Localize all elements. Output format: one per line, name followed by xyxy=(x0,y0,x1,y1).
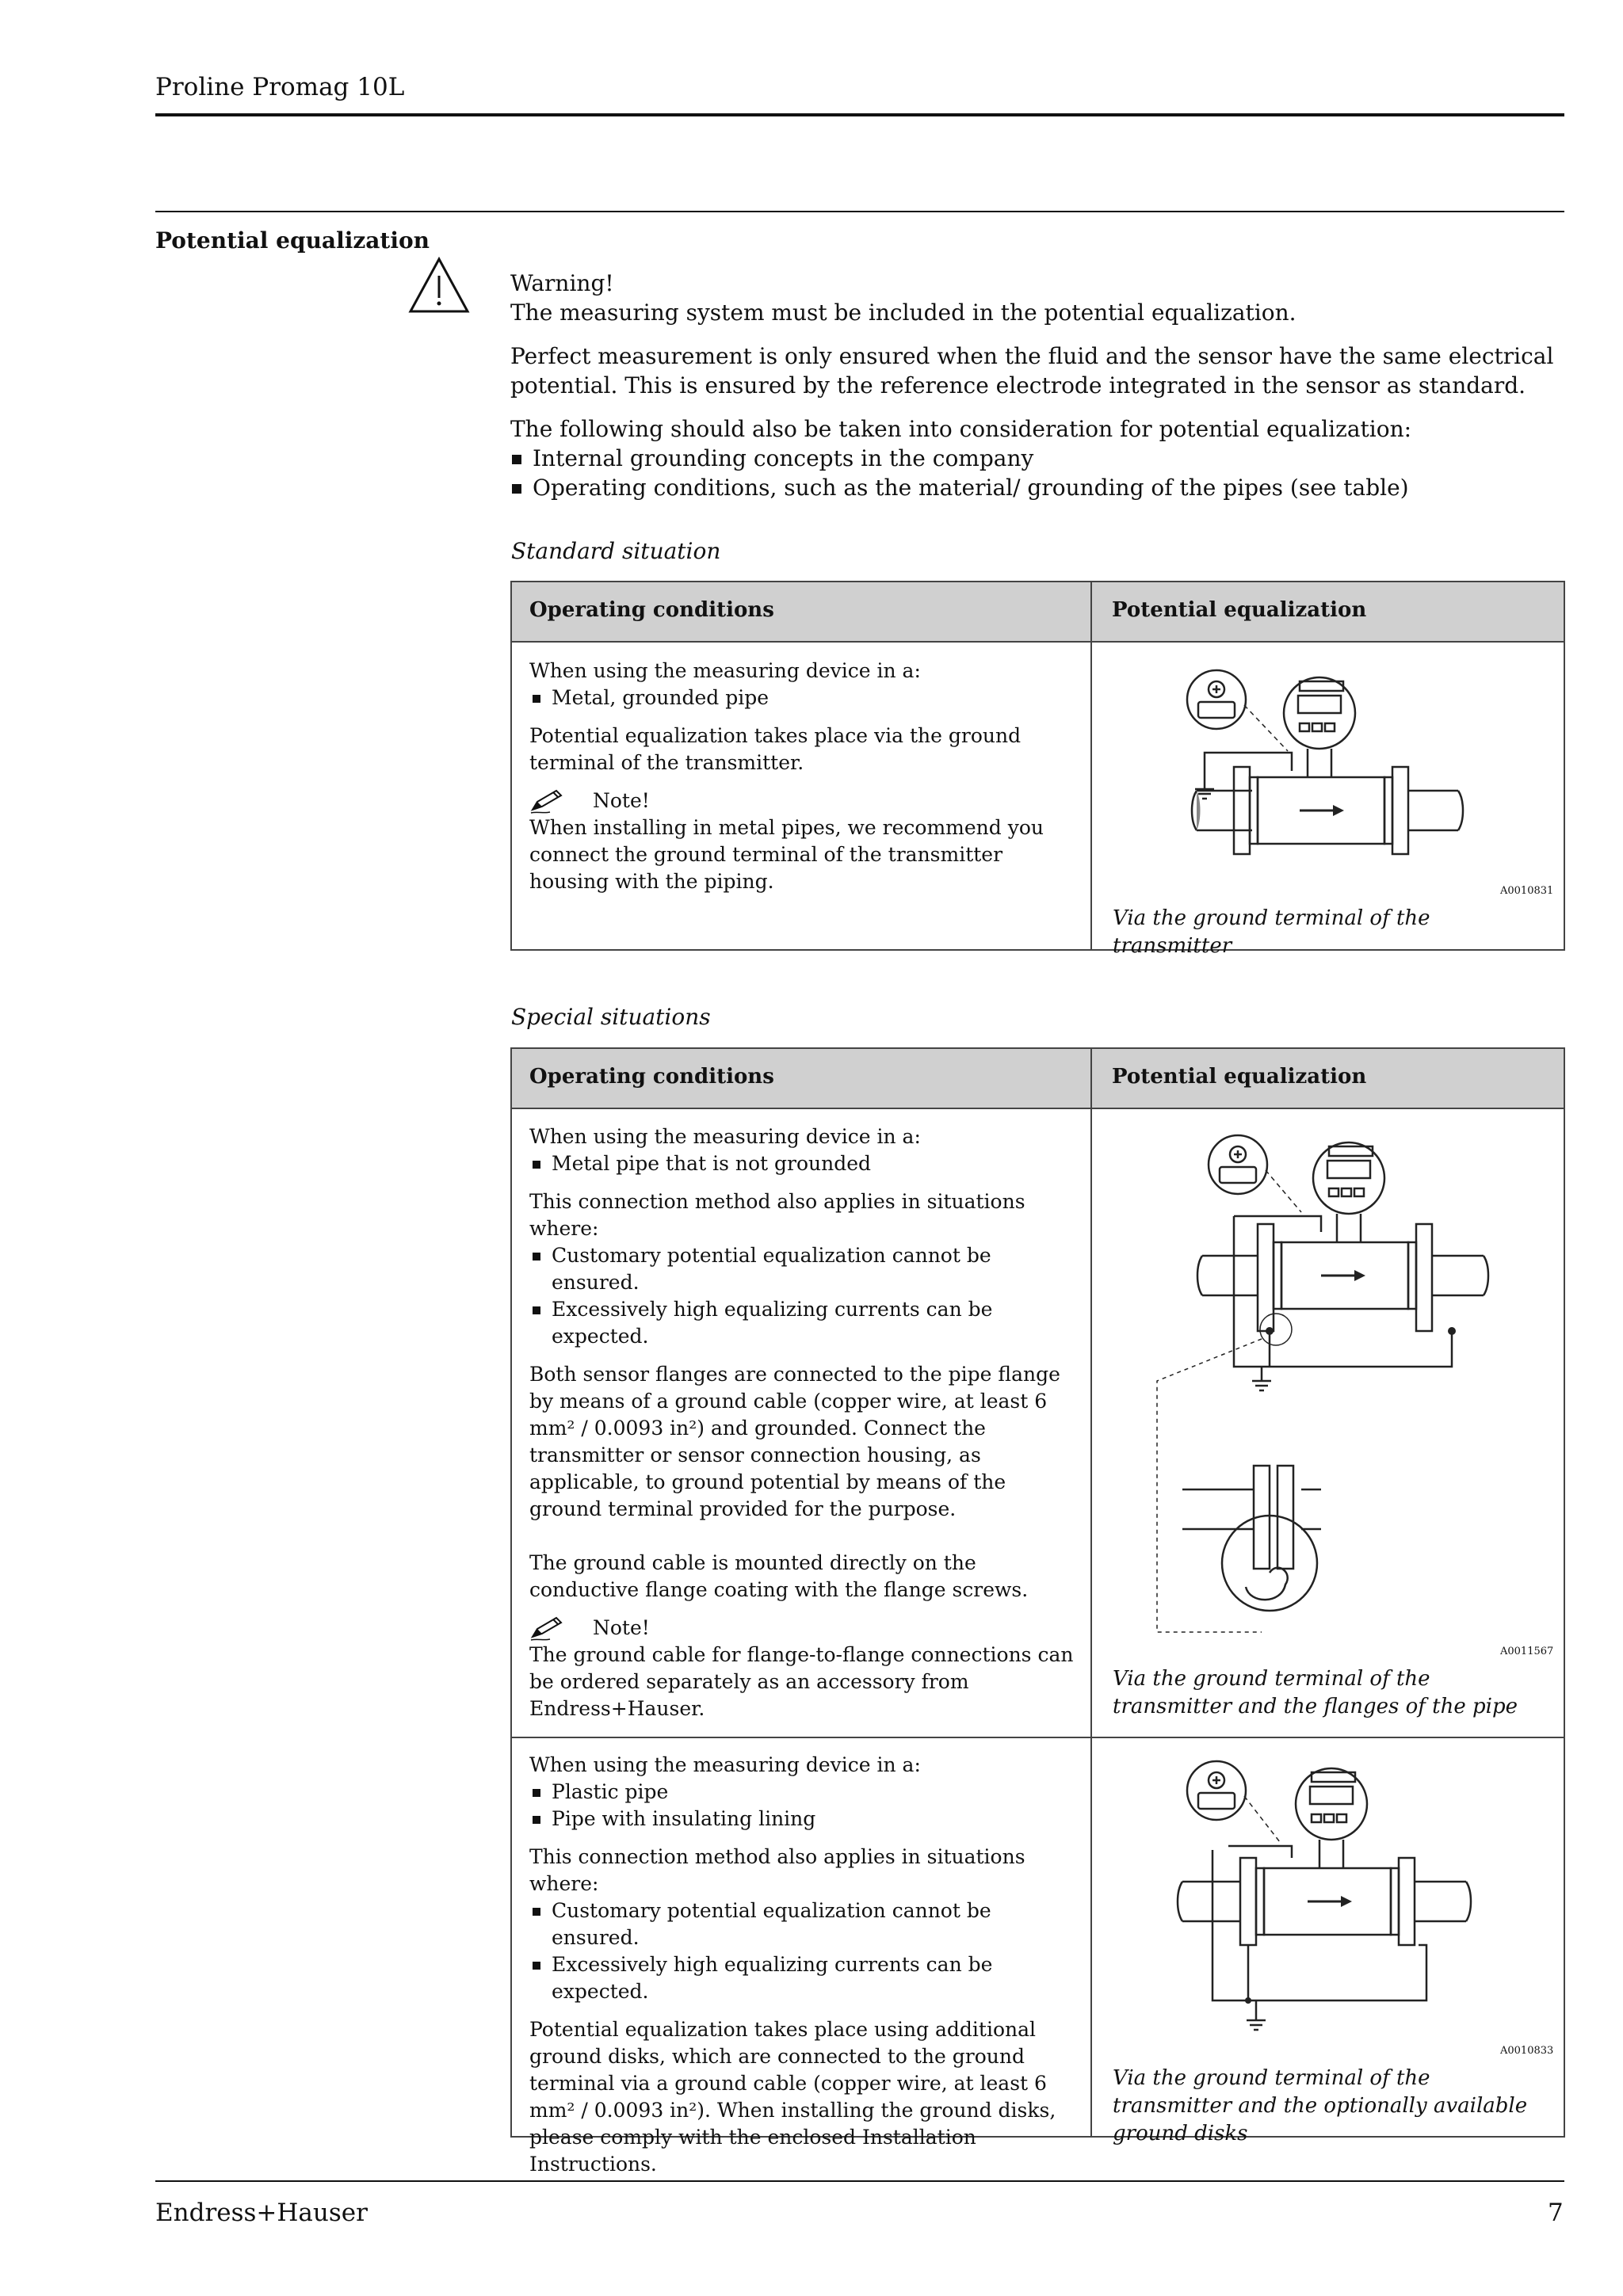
pencil-note-icon xyxy=(529,1615,564,1642)
page-number: 7 xyxy=(1548,2199,1564,2227)
special-situations-caption: Special situations xyxy=(511,1004,711,1030)
col-header-operating-conditions: Operating conditions xyxy=(529,1065,774,1089)
intro-bullet: Internal grounding concepts in the company xyxy=(510,444,1564,473)
footer-rule xyxy=(155,2180,1564,2182)
row-text: Potential equalization takes place via the ground terminal of the transmitter. xyxy=(529,724,1022,774)
note-text: The ground cable for flange-to-flange connections can be ordered separately as an accessory from Endress+Hauser. xyxy=(529,1643,1074,1720)
note-label: Note! xyxy=(593,1616,650,1639)
row-bullet: Metal pipe that is not grounded xyxy=(529,1150,1076,1177)
warning-text: The measuring system must be included in the potential equalization. xyxy=(510,299,1296,326)
diagram-ground-terminal-flanges xyxy=(1151,1129,1499,1636)
figure-code: A0010831 xyxy=(1500,885,1554,897)
note-heading xyxy=(529,1615,1076,1642)
intro-paragraph-2: The following should also be taken into consideration for potential equalization: xyxy=(510,416,1412,442)
intro-paragraph-1: Perfect measurement is only ensured when the fluid and the sensor have the same electrical potential. This is ensured by the reference electrode integrated in the sensor as standard. xyxy=(510,343,1554,399)
note-text: When installing in metal pipes, we recommend you connect the ground terminal of the transmitter housing with the piping. xyxy=(529,816,1044,893)
column-divider xyxy=(1090,1049,1092,2136)
document-header-title: Proline Promag 10L xyxy=(155,73,405,101)
diagram-ground-disks xyxy=(1173,1755,1490,2040)
row-bullet: Excessively high equalizing currents can be expected. xyxy=(529,1296,1076,1350)
header-rule xyxy=(155,113,1564,116)
column-divider xyxy=(1090,582,1092,949)
right-flange xyxy=(1392,767,1408,854)
special-row2-conditions xyxy=(529,1752,1076,2189)
section-title: Potential equalization xyxy=(155,227,430,254)
footer-brand: Endress+Hauser xyxy=(155,2199,368,2227)
section-rule xyxy=(155,211,1564,212)
pencil-note-icon xyxy=(529,788,564,814)
row-lead-text: When using the measuring device in a: xyxy=(529,659,921,682)
figure-caption: Via the ground terminal of the transmitter and the flanges of the pipe xyxy=(1113,1667,1518,1718)
row-bullet: Pipe with insulating lining xyxy=(529,1806,1076,1833)
row-bullet: Plastic pipe xyxy=(529,1779,1076,1806)
row-bullet: Customary potential equalization cannot be ensured. xyxy=(529,1242,1076,1296)
warning-label: Warning! xyxy=(510,270,614,296)
figure-code: A0011567 xyxy=(1500,1646,1554,1657)
left-flange xyxy=(1234,767,1250,854)
diagram-ground-terminal-transmitter xyxy=(1181,664,1474,858)
standard-row-conditions xyxy=(529,658,1076,895)
special-row1-conditions xyxy=(529,1123,1076,1722)
row-lead-text: When using the measuring device in a: xyxy=(529,1125,921,1148)
ground-terminal-detail-circle xyxy=(1187,670,1246,729)
figure-code: A0010833 xyxy=(1500,2045,1554,2057)
col-header-potential-equalization: Potential equalization xyxy=(1112,1065,1367,1089)
standard-situation-caption: Standard situation xyxy=(511,538,721,564)
row-text: Both sensor flanges are connected to the pipe flange by means of a ground cable (copper wire, at least 6 mm² / 0.0093 in²) and grounded. Connect the transmitter or sensor connection housing, as applicable, to ground potential by means of the ground terminal provided for the purpose. xyxy=(529,1363,1060,1520)
col-header-potential-equalization: Potential equalization xyxy=(1112,598,1367,622)
row-lead-text-2: This connection method also applies in situations where: xyxy=(529,1845,1025,1895)
row-bullet: Excessively high equalizing currents can be expected. xyxy=(529,1951,1076,2005)
row-text: The ground cable is mounted directly on the conductive flange coating with the flange screws. xyxy=(529,1551,1029,1601)
warning-icon xyxy=(408,257,470,314)
figure-caption: Via the ground terminal of the transmitter and the optionally available ground disks xyxy=(1113,2066,1528,2145)
figure-caption: Via the ground terminal of the transmitter xyxy=(1113,906,1430,958)
row-lead-text: When using the measuring device in a: xyxy=(529,1753,921,1776)
row-text: Potential equalization takes place using additional ground disks, which are connected to the ground terminal via a ground cable (copper wire, at least 6 mm² / 0.0093 in²). When installing the ground disks, please comply with the enclosed Installation Instructions. xyxy=(529,2018,1056,2176)
row-bullet: Customary potential equalization cannot be ensured. xyxy=(529,1897,1076,1951)
note-label: Note! xyxy=(593,789,650,812)
row-lead-text-2: This connection method also applies in situations where: xyxy=(529,1190,1025,1240)
intro-bullet: Operating conditions, such as the material/ grounding of the pipes (see table) xyxy=(510,473,1564,502)
warning-block xyxy=(510,269,1564,502)
note-heading xyxy=(529,788,1076,814)
row-bullet: Metal, grounded pipe xyxy=(529,685,1076,711)
col-header-operating-conditions: Operating conditions xyxy=(529,598,774,622)
row-divider xyxy=(512,1737,1564,1738)
